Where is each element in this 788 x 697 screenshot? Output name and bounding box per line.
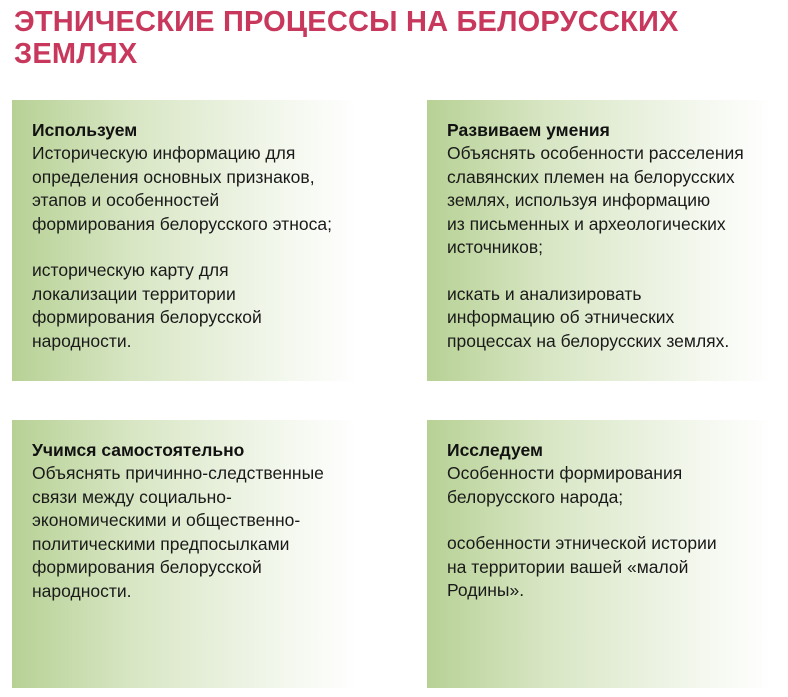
page-title: ЭТНИЧЕСКИЕ ПРОЦЕССЫ НА БЕЛОРУССКИХ ЗЕМЛЯХ — [14, 6, 679, 70]
card-learn-independently — [12, 420, 357, 688]
card-develop-skills — [427, 100, 772, 381]
card-paragraph: Особенности формирования белорусского народа; — [447, 463, 683, 507]
card-paragraph: Историческую информацию для определения основных признаков, этапов и особенностей формирования белорусского этноса; — [32, 143, 332, 234]
card-research — [427, 420, 772, 688]
card-paragraph: искать и анализировать информацию об этнических процессах на белорусских землях. — [447, 283, 730, 351]
card-heading: Исследуем — [447, 440, 543, 460]
card-paragraph: Объяснять особенности расселения славянских племен на белорусских землях, используя информацию из письменных и археологических источников; — [447, 143, 744, 257]
card-heading: Развиваем умения — [447, 120, 610, 140]
card-heading: Используем — [32, 120, 138, 140]
card-paragraph: особенности этнической истории на территории вашей «малой Родины». — [447, 533, 717, 600]
card-paragraph: Объяснять причинно-следственные связи между социально- экономическими и общественно- политическими предпосылками формирования белорусской народности. — [32, 463, 324, 601]
card-heading: Учимся самостоятельно — [32, 440, 245, 460]
card-paragraph: историческую карту для локализации территории формирования белорусской народности. — [32, 260, 262, 351]
card-use — [12, 100, 357, 381]
